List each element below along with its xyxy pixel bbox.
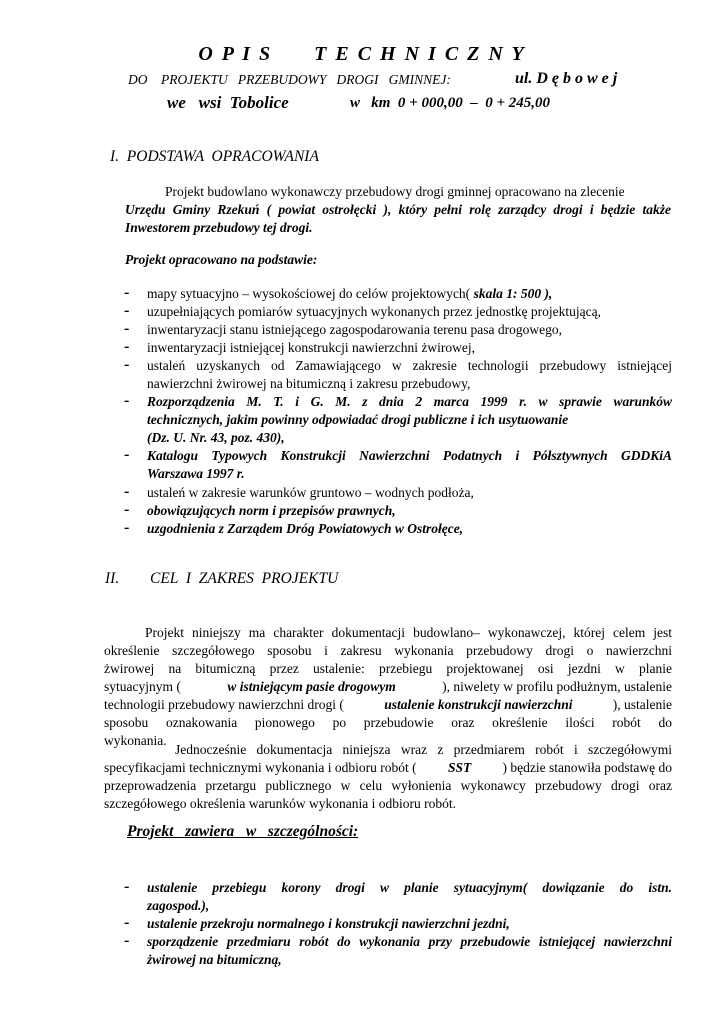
title-line-2-prefix: DO PROJEKTU PRZEBUDOWY DROGI GMINNEJ: (128, 72, 451, 87)
list-item-continuation: żwirowej na bitumiczną, (147, 952, 282, 967)
section-1-heading: I. PODSTAWA OPRACOWANIA (110, 148, 319, 165)
list-item: ustalenie przekroju normalnego i konstrukcji nawierzchni jezdni, (147, 916, 510, 931)
list-bullet: - (124, 483, 130, 500)
list-bullet: - (124, 878, 130, 895)
list-bullet: - (124, 446, 130, 463)
paragraph-line: sposobu oznakowania pionowego po przebudowie oraz określenie ilości robót do (104, 715, 672, 730)
list-item: obowiązujących norm i przepisów prawnych, (147, 503, 396, 518)
list-item-continuation: zagospod.), (147, 898, 210, 913)
list-bullet: - (124, 320, 130, 337)
intro-line-3: Inwestorem przebudowy tej drogi. (125, 220, 313, 235)
list-bullet: - (124, 914, 130, 931)
list-bullet: - (124, 501, 130, 518)
list-bullet: - (124, 284, 130, 301)
list-item: uzgodnienia z Zarządem Dróg Powiatowych w Ostrołęce, (147, 521, 464, 536)
intro-line-2: Urzędu Gminy Rzekuń ( powiat ostrołęcki ), który pełni rolę zarządcy drogi i będzie także (125, 202, 671, 217)
section-2-number: II. (105, 570, 120, 587)
list-item: Katalogu Typowych Konstrukcji Nawierzchni Podatnych i Półsztywnych GDDKiA (147, 448, 672, 463)
basis-heading: Projekt opracowano na podstawie: (125, 252, 318, 267)
list-item: inwentaryzacji stanu istniejącego zagospodarowania terenu pasa drogowego, (147, 322, 562, 337)
list-item-continuation: nawierzchni żwirowej na bitumiczną i zakresu przebudowy, (147, 376, 471, 391)
kilometer-range: w km 0 + 000,00 – 0 + 245,00 (350, 95, 551, 111)
list-bullet: - (124, 338, 130, 355)
list-item: ustaleń uzyskanych od Zamawiającego w zakresie technologii przebudowy istniejącej (147, 358, 672, 373)
section-2-heading: CEL I ZAKRES PROJEKTU (150, 570, 339, 587)
paragraph-line: szczegółowego określenia warunków wykonania i odbioru robót. (104, 796, 457, 811)
intro-line-1: Projekt budowlano wykonawczy przebudowy drogi gminnej opracowano na zlecenie (165, 184, 625, 199)
list-bullet: - (124, 356, 130, 373)
list-item-continuation: technicznych, jakim powinny odpowiadać drogi publiczne i ich usytuowanie (147, 412, 569, 427)
list-item: Rozporządzenia M. T. i G. M. z dnia 2 marca 1999 r. w sprawie warunków (147, 394, 672, 409)
list-item-continuation: Warszawa 1997 r. (147, 466, 245, 481)
list-item: uzupełniających pomiarów sytuacyjnych wykonanych przez jednostkę projektującą, (147, 304, 601, 319)
list-item-continuation: (Dz. U. Nr. 43, poz. 430), (147, 430, 285, 445)
list-bullet: - (124, 392, 130, 409)
list-bullet: - (124, 302, 130, 319)
paragraph-line: wykonania. (104, 733, 167, 748)
street-name: ul. D ę b o w e j (515, 70, 618, 87)
document-title: O P I S T E C H N I C Z N Y (198, 43, 526, 65)
list-item: mapy sytuacyjno – wysokościowej do celów projektowych( skala 1: 500 ), (147, 286, 553, 301)
paragraph-line: technologii przebudowy nawierzchni drogi ( ustalenie konstrukcji nawierzchni ), ustalenie (104, 697, 672, 712)
list-bullet: - (124, 519, 130, 536)
list-item: sporządzenie przedmiaru robót do wykonania przy przebudowie istniejącej nawierzchni (147, 934, 672, 949)
list-item: inwentaryzacji istniejącej konstrukcji nawierzchni żwirowej, (147, 340, 475, 355)
village-name: we wsi Tobolice (167, 93, 289, 112)
paragraph-line: Jednocześnie dokumentacja niniejsza wraz z przedmiarem robót i szczegółowymi (175, 742, 672, 757)
paragraph-line: specyfikacjami technicznymi wykonania i odbioru robót ( SST ) będzie stanowiła podstawę do (104, 760, 672, 775)
paragraph-line: Projekt niniejszy ma charakter dokumentacji budowlano– wykonawczej, której celem jest (145, 625, 672, 640)
paragraph-line: żwirowej na bitumiczną przez ustalenie: przebiegu projektowanej osi jezdni w planie (104, 661, 672, 676)
list-bullet: - (124, 932, 130, 949)
paragraph-line: przeprowadzenia przetargu publicznego w celu wyłonienia wykonawcy przebudowy drogi oraz (104, 778, 672, 793)
list-item: ustaleń w zakresie warunków gruntowo – wodnych podłoża, (147, 485, 474, 500)
scope-heading: Projekt zawiera w szczególności: (127, 823, 359, 840)
list-item: ustalenie przebiegu korony drogi w planie sytuacyjnym( dowiązanie do istn. (147, 880, 672, 895)
paragraph-line: określenie szczegółowego sposobu i zakresu wykonania przebudowy drogi o nawierzchni (104, 643, 672, 658)
paragraph-line: sytuacyjnym ( w istniejącym pasie drogowym ), niwelety w profilu podłużnym, ustalenie (104, 679, 672, 694)
